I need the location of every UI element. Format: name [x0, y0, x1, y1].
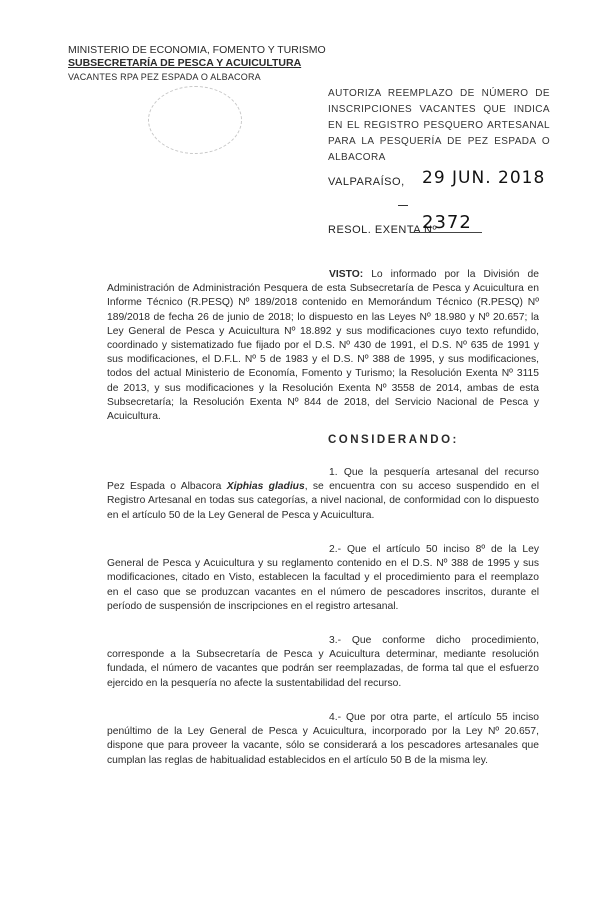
resolution-title: AUTORIZA REEMPLAZO DE NÚMERO DE INSCRIPCIONES VACANTES QUE INDICA EN EL REGISTRO PESQUERO ARTESANAL PARA LA PESQUERÍA DE PEZ ESPADA O ALBACORA	[328, 88, 550, 163]
item-text: Que por otra parte, el artículo 55 inciso penúltimo de la Ley General de Pesca y Acuicultura, incorporado por la Ley Nº 20.657, dispone que para proveer la vacante, sólo se considerará a los pescadores artesanales que cumplan las reglas de habitualidad establecidos en el artículo 50 B de la misma ley.	[107, 712, 539, 766]
subsecretaria-name: SUBSECRETARÍA DE PESCA Y ACUICULTURA	[68, 57, 302, 69]
reference-line: VACANTES RPA PEZ ESPADA O ALBACORA	[68, 72, 261, 82]
faded-stamp	[148, 86, 242, 154]
considerando-item-1	[107, 466, 539, 523]
visto-text: Lo informado por la División de Administración de Administración Pesquera de esta Subsecretaría de Pesca y Acuicultura en Informe Técnico (R.PESQ) Nº 189/2018 contenido en Memorándum Técnico (R.PESQ) Nº 189/2018 de fecha 26 de junio de 2018; lo dispuesto en las Leyes Nº 18.980 y Nº 20.657; la Ley General de Pesca y Acuicultura Nº 18.892 y sus modificaciones cuyo texto refundido, coordinado y sistematizado fue fijado por el D.S. Nº 430 de 1991, el D.S. Nº 635 de 1991 y sus modificaciones, el D.F.L. Nº 5 de 1983 y el D.S. Nº 388 de 1995, y sus modificaciones, todos del actual Ministerio de Economía, Fomento y Turismo; la Resolución Exenta Nº 3115 de 2013, y sus modificaciones y la Resolución Exenta Nº 3558 de 2014, ambas de esta Subsecretaría; la Resolución Exenta Nº 844 de 2018, del Servicio Nacional de Pesca y Acuicultura.	[107, 269, 539, 423]
item-text-post: , se encuentra con su acceso suspendido en el Registro Artesanal en todas sus categorías, a nivel nacional, de conformidad con lo dispuesto en el artículo 50 de la Ley General de Pesca y Acuicultura.	[107, 481, 539, 521]
ministry-name: MINISTERIO DE ECONOMIA, FOMENTO Y TURISMO	[68, 44, 326, 56]
visto-label: VISTO:	[329, 269, 364, 280]
item-number: 4.-	[329, 712, 342, 723]
item-number: 2.-	[329, 544, 342, 555]
resolution-number-underline	[410, 232, 482, 233]
considerando-heading: CONSIDERANDO:	[328, 434, 459, 446]
item-text: Que el artículo 50 inciso 8º de la Ley General de Pesca y Acuicultura y su reglamento contenido en el D.S. Nº 388 de 1995 y sus modificaciones, citado en Visto, establecen la facultad y el procedimiento para el reemplazo en el caso que se produzcan vacantes en el número de pescadores inscritos, durante el período de suspensión de inscripciones en el registro artesanal.	[107, 544, 539, 612]
place-label: VALPARAÍSO,	[328, 176, 405, 188]
considerando-item-3	[107, 634, 539, 691]
visto-paragraph	[107, 268, 539, 424]
item-text: Que conforme dicho procedimiento, corresponde a la Subsecretaría de Pesca y Acuicultura determinar, mediante resolución fundada, el número de vacantes que podrán ser reemplazadas, de forma tal que el esfuerzo ejercido en la pesquería no afecte la sustentabilidad del recurso.	[107, 635, 539, 689]
item-number: 3.-	[329, 635, 342, 646]
considerando-item-2	[107, 543, 539, 614]
resolution-date: 29 JUN. 2018	[422, 168, 546, 188]
resolution-number-dash	[398, 205, 408, 206]
item-number: 1.	[329, 467, 338, 478]
resolution-number-label: RESOL. EXENTA Nº	[328, 224, 438, 236]
considerando-item-4	[107, 711, 539, 768]
resolution-number: 2372	[422, 212, 472, 233]
item-text-pre: Que la pesquería artesanal del recurso Pez Espada o Albacora	[107, 467, 539, 493]
species-name: Xiphias gladius	[226, 481, 305, 493]
